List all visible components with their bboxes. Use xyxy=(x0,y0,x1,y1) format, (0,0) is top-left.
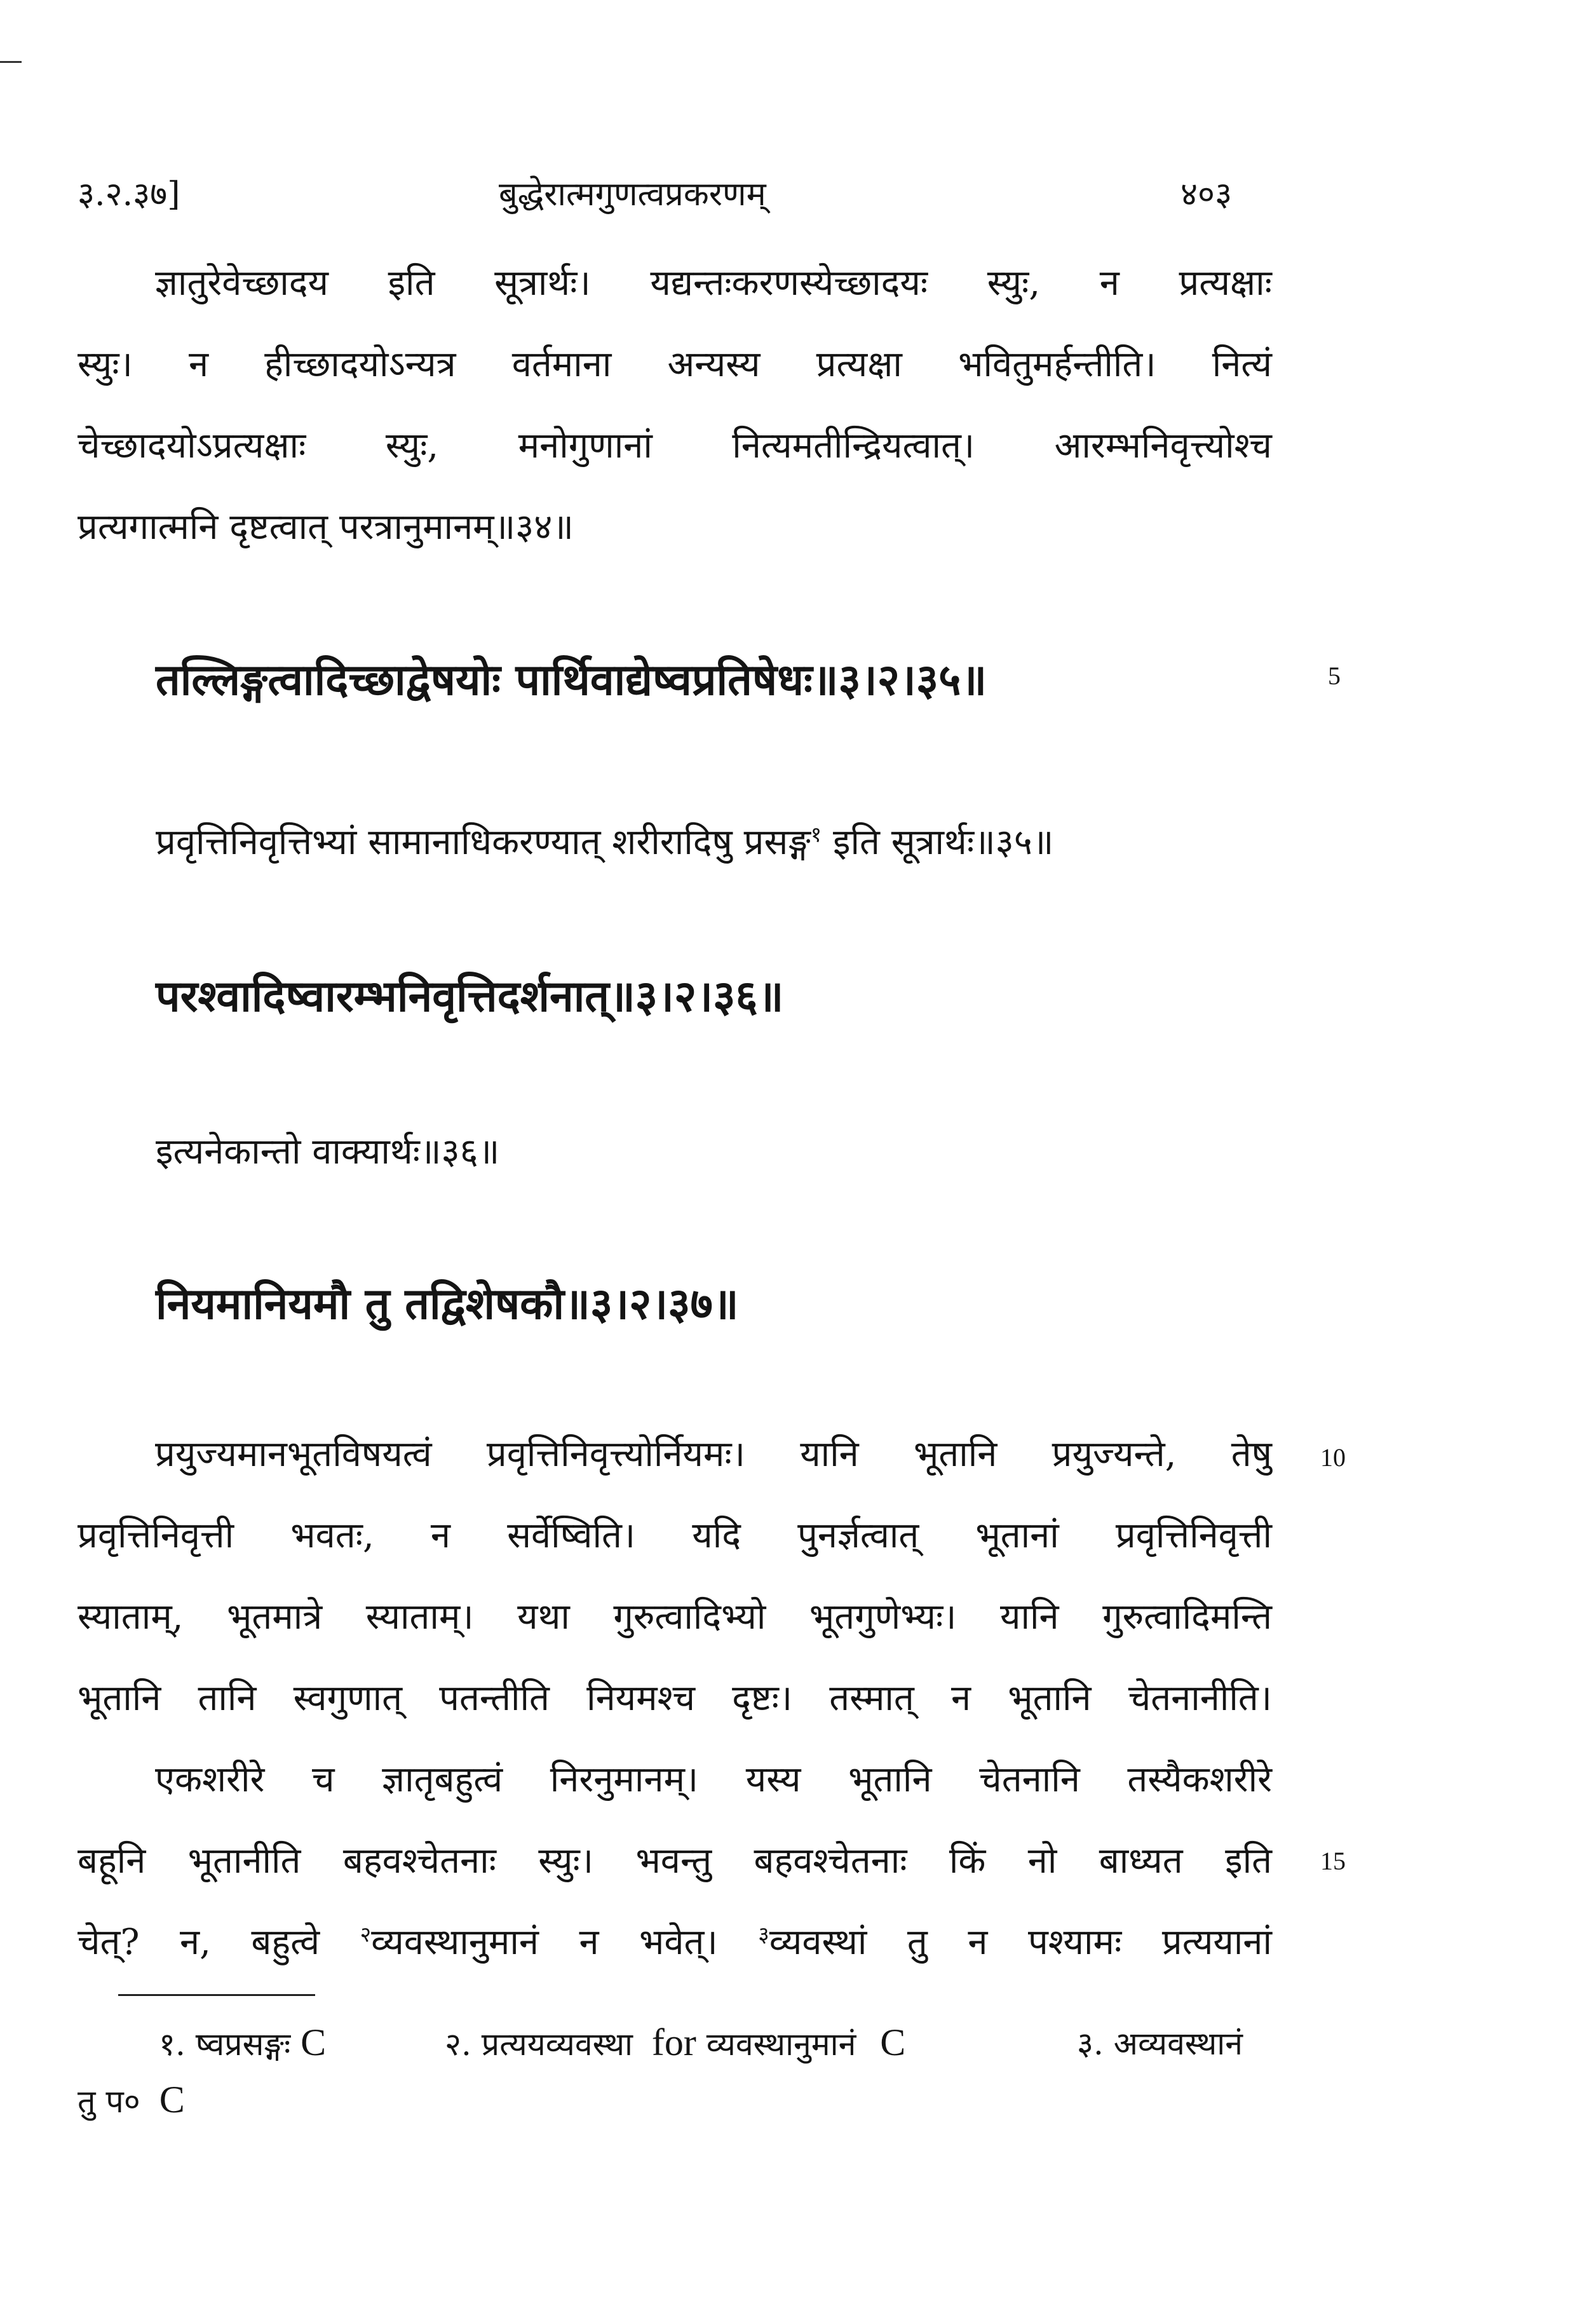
text-line: बहूनि भूतानीति बहवश्चेतनाः स्युः। भवन्तु बहवश्चेतनाः किं नो बाध्यत इति xyxy=(78,1840,1272,1882)
footnote-2-for: for xyxy=(651,2021,696,2063)
footnote-ref-3: ३ xyxy=(758,1922,769,1947)
text-line: प्रवृत्तिनिवृत्ती भवतः, न सर्वेष्विति। यदि पुनर्ज्ञत्वात् भूतानां प्रवृत्तिनिवृत्ती xyxy=(78,1515,1272,1556)
footnote-1-source: C xyxy=(301,2021,327,2063)
gloss-35-text: प्रवृत्तिनिवृत्तिभ्यां सामानाधिकरण्यात् शरीरादिषु प्रसङ्ग xyxy=(156,822,811,863)
footnote-2-text: २. प्रत्ययव्यवस्था xyxy=(445,2026,633,2063)
footnote-3-continuation xyxy=(78,2078,185,2122)
text-span: चेत्? न, बहुत्वे xyxy=(78,1922,360,1963)
footnote-3-text: ३. अव्यवस्थानं xyxy=(1077,2025,1243,2062)
footnote-1-text: १. ष्वप्रसङ्गः xyxy=(159,2026,291,2063)
footnote-ref-1: १ xyxy=(810,822,822,847)
text-line xyxy=(78,1917,1272,1965)
text-line: प्रयुज्यमानभूतविषयत्वं प्रवृत्तिनिवृत्त्योर्नियमः। यानि भूतानि प्रयुज्यन्ते, तेषु xyxy=(155,1434,1272,1475)
footnote-3 xyxy=(1077,2021,1243,2064)
footnote-2-source: C xyxy=(880,2021,906,2063)
text-line: चेच्छादयोऽप्रत्यक्षाः स्युः, मनोगुणानां नित्यमतीन्द्रियत्वात्। आरम्भनिवृत्त्योश्च xyxy=(78,425,1272,466)
line-number-10: 10 xyxy=(1320,1443,1346,1472)
sutra-3-2-36: परश्वादिष्वारम्भनिवृत्तिदर्शनात्॥३।२।३६॥ xyxy=(156,971,784,1022)
page-number: ४०३ xyxy=(1180,175,1233,214)
running-head-section: ३.२.३७] xyxy=(78,175,180,214)
text-line: भूतानि तानि स्वगुणात् पतन्तीति नियमश्च दृष्टः। तस्मात् न भूतानि चेतनानीति। xyxy=(78,1678,1272,1719)
text-line: एकशरीरे च ज्ञातृबहुत्वं निरनुमानम्। यस्य भूतानि चेतनानि तस्यैकशरीरे xyxy=(155,1759,1272,1800)
line-number-5: 5 xyxy=(1328,662,1341,690)
text-line: स्युः। न हीच्छादयोऽन्यत्र वर्तमाना अन्यस्य प्रत्यक्षा भवितुमर्हन्तीति। नित्यं xyxy=(78,344,1272,385)
text-span: व्यवस्थानुमानं न भवेत्। xyxy=(371,1922,759,1963)
footnote-3-cont-text: तु प० xyxy=(78,2083,140,2120)
gloss-36: इत्यनेकान्तो वाक्यार्थः॥३६॥ xyxy=(156,1131,500,1172)
footnote-1 xyxy=(159,2021,326,2065)
running-head-title: बुद्धेरात्मगुणत्वप्रकरणम् xyxy=(499,175,766,214)
text-line: स्याताम्, भूतमात्रे स्याताम्। यथा गुरुत्वादिभ्यो भूतगुणेभ्यः। यानि गुरुत्वादिमन्ति xyxy=(78,1596,1272,1638)
sutra-3-2-37: नियमानियमौ तु तद्विशेषकौ॥३।२।३७॥ xyxy=(156,1279,739,1329)
text-span: व्यवस्थां तु न पश्यामः प्रत्ययानां xyxy=(769,1922,1272,1963)
footnote-separator xyxy=(118,1994,315,1996)
footnote-2-word: व्यवस्थानुमानं xyxy=(706,2026,856,2063)
footnote-2 xyxy=(445,2021,905,2065)
gloss-35 xyxy=(156,817,1053,865)
footnote-3-source: C xyxy=(159,2079,185,2121)
sutra-3-2-35: तल्लिङ्गत्वादिच्छाद्वेषयोः पार्थिवाद्येष्वप्रतिषेधः॥३।२।३५॥ xyxy=(156,655,987,705)
gloss-35-end: इति सूत्रार्थः॥३५॥ xyxy=(822,822,1054,863)
text-line: प्रत्यगात्मनि दृष्टत्वात् परत्रानुमानम्॥३४॥ xyxy=(78,506,574,548)
scan-edge-mark xyxy=(0,61,22,63)
footnote-ref-2: २ xyxy=(360,1922,372,1947)
line-number-15: 15 xyxy=(1320,1847,1346,1875)
text-line: ज्ञातुरेवेच्छादय इति सूत्रार्थः। यद्यन्तःकरणस्येच्छादयः स्युः, न प्रत्यक्षाः xyxy=(155,262,1272,304)
